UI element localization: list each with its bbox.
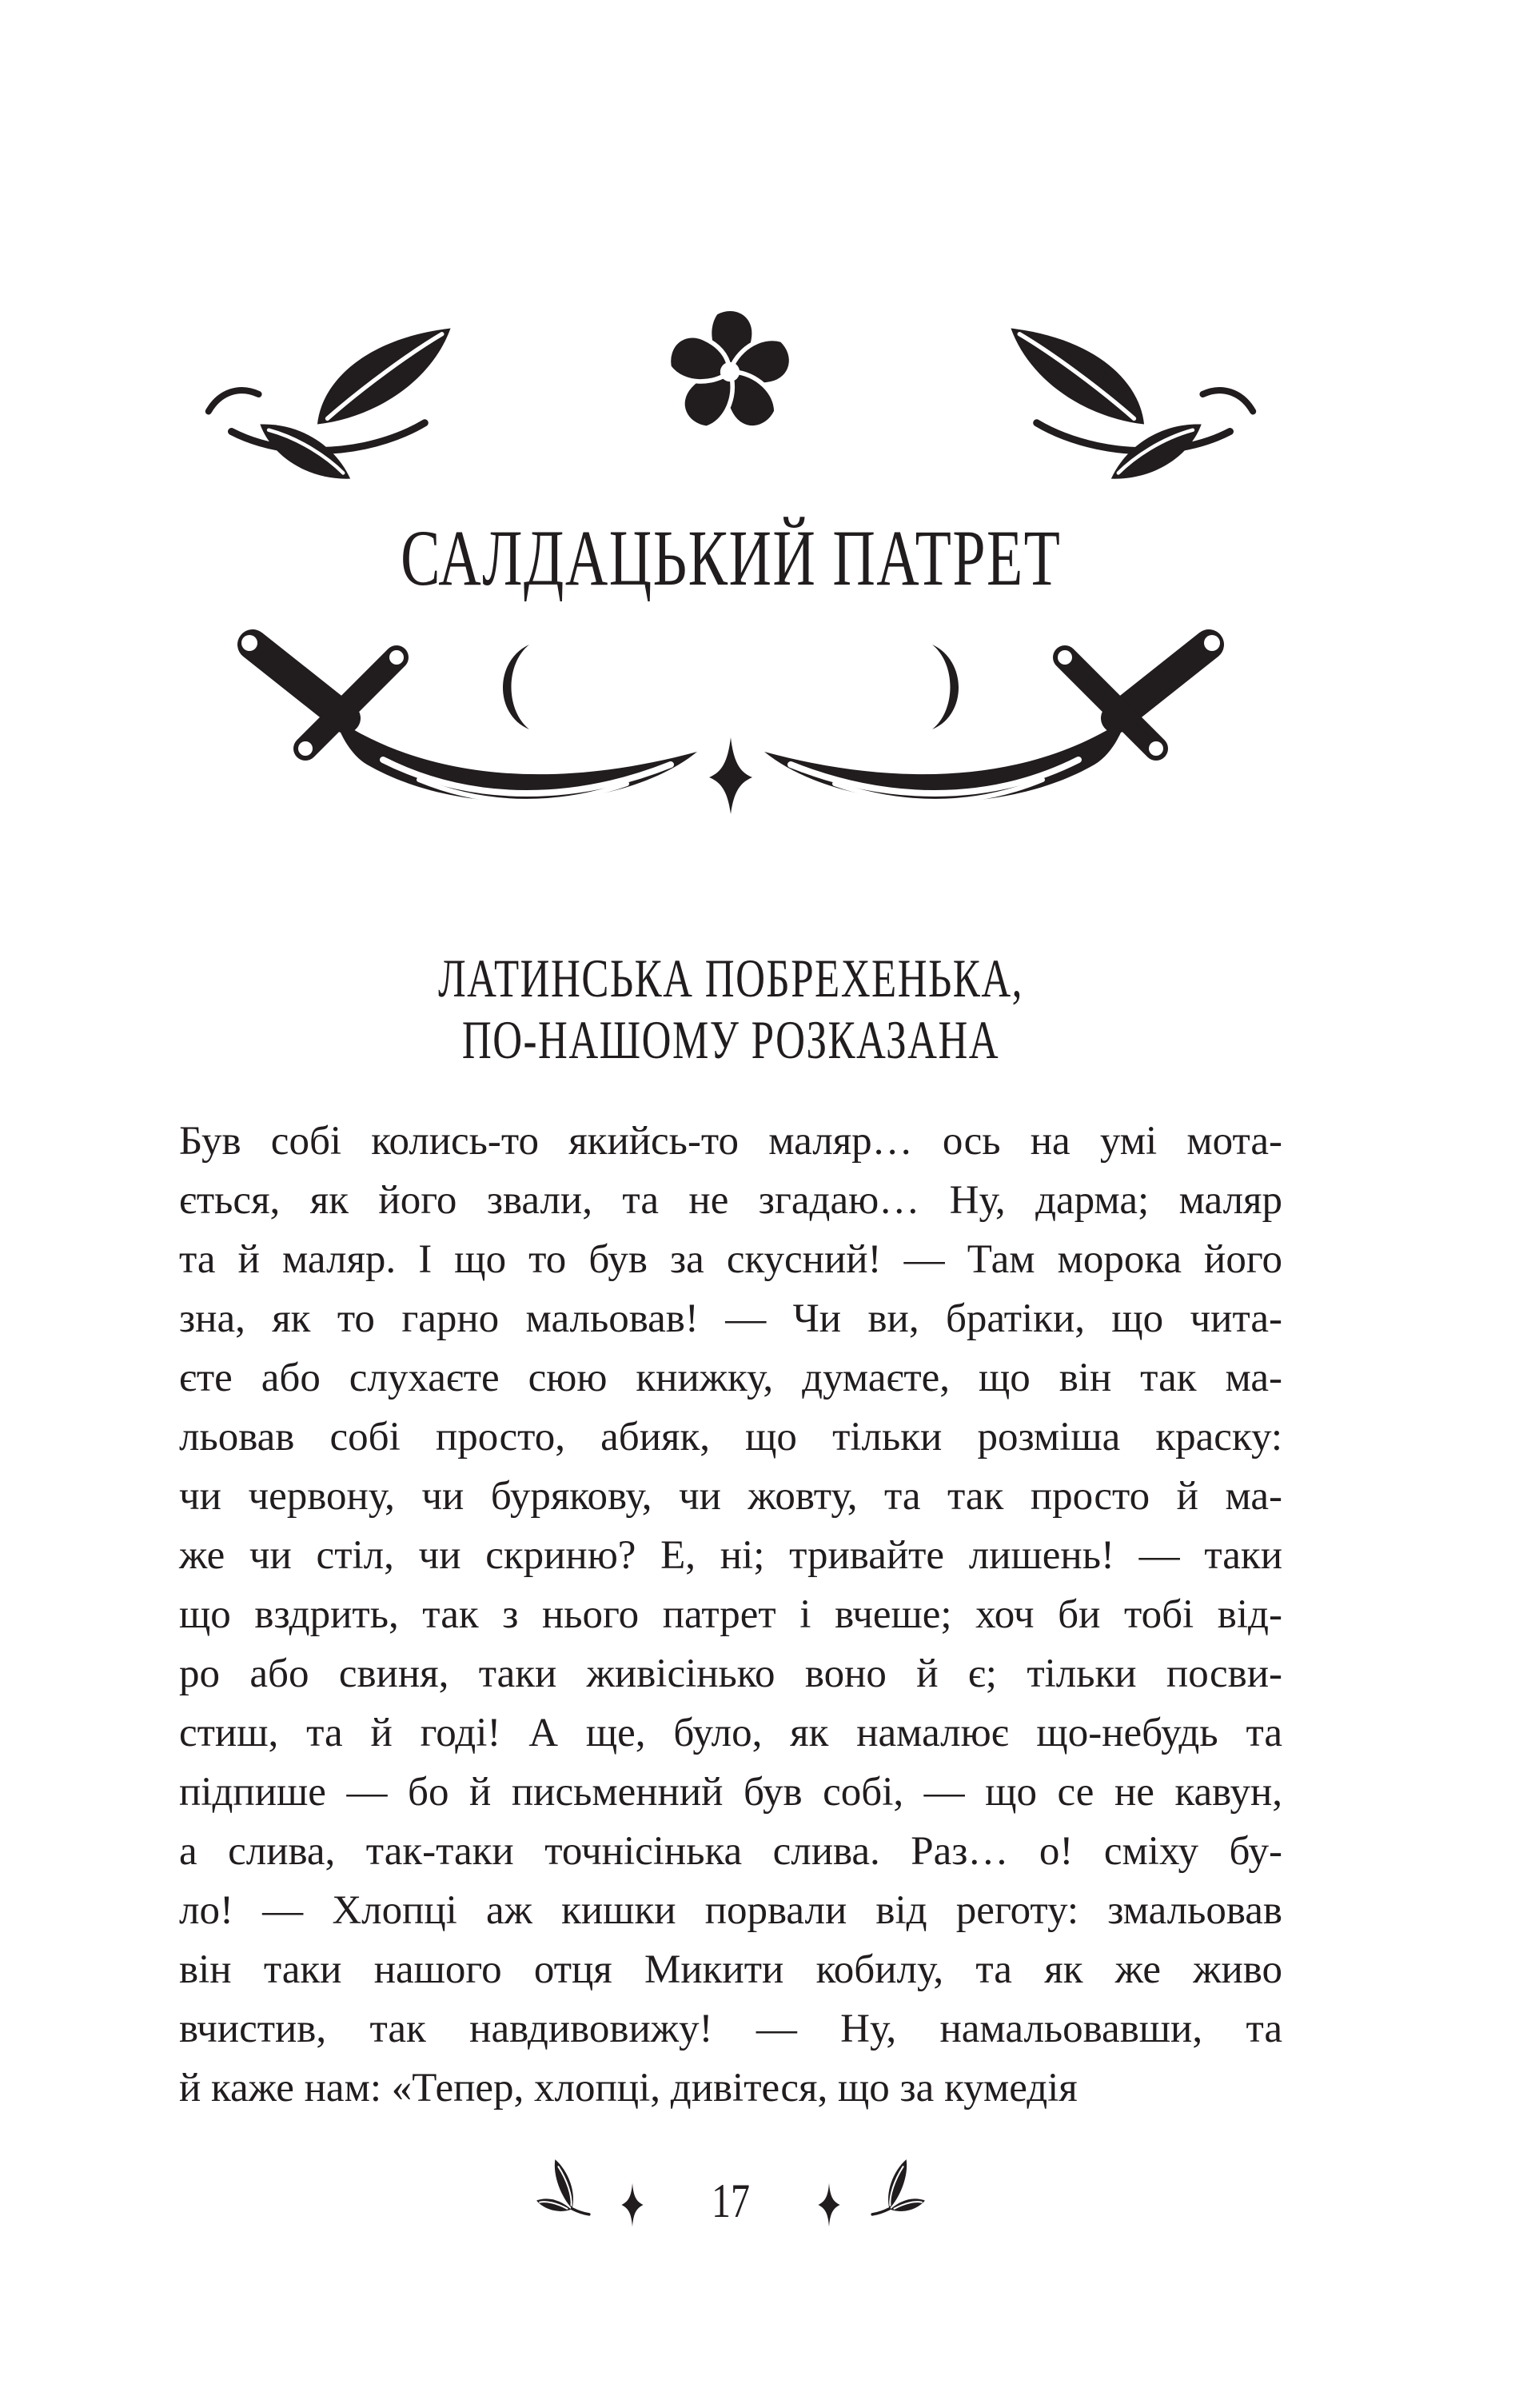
body-text-line: чи червону, чи бурякову, чи жовту, та так просто й ма- — [179, 1474, 1282, 1519]
body-text-line: зна, як то гарно мальовав! — Чи ви, братіки, що чита- — [179, 1296, 1282, 1341]
body-text-line: же чи стіл, чи скриню? Е, ні; тривайте лишень! — таки — [179, 1533, 1282, 1578]
page-number: 17 — [712, 2174, 750, 2227]
body-text-line: ро або свиня, таки живісінько воно й є; тільки посви- — [179, 1651, 1282, 1696]
body-text-line: вчистив, так навдивовижу! — Ну, намальовавши, та — [179, 2007, 1282, 2051]
leaf-sprig-left-icon — [532, 2148, 600, 2228]
diamond-star-icon — [709, 737, 752, 814]
crescent-moon-left-icon — [503, 645, 529, 729]
page-title-text: САЛДАЦЬКИЙ ПАТРЕТ — [400, 513, 1062, 602]
leaf-branch-left-icon — [185, 318, 504, 483]
subtitle-line-1: ЛАТИНСЬКА ПОБРЕХЕНЬКА, — [438, 948, 1023, 1008]
subtitle-line-2: ПО-НАШОМУ РОЗКАЗАНА — [461, 1009, 1000, 1070]
leaf-branch-right-icon — [958, 318, 1276, 483]
diamond-star-left-icon — [620, 2182, 644, 2228]
body-text-line: та й маляр. І що то був за скусний! — Там морока його — [179, 1237, 1282, 1282]
body-text — [179, 1112, 1282, 2118]
chapter-subtitle — [179, 948, 1282, 1071]
crescent-moon-right-icon — [932, 645, 959, 729]
body-text-line: а слива, так-таки точнісінька слива. Раз… о! сміху бу- — [179, 1829, 1282, 1874]
flower-icon — [659, 301, 801, 443]
body-text-line: стиш, та й годі! А ще, було, як намалює що-небудь та — [179, 1711, 1282, 1755]
body-text-line: підпише — бо й письменний був собі, — що се не кавун, — [179, 1770, 1282, 1815]
body-text-line: ло! — Хлопці аж кишки порвали від реготу: змальовав — [179, 1888, 1282, 1933]
crossed-sabers-icon — [179, 608, 1282, 816]
body-text-line: він таки нашого отця Микити кобилу, та як же живо — [179, 1947, 1282, 1992]
header-ornament — [179, 301, 1282, 483]
saber-left-icon — [241, 635, 697, 802]
body-text-line: що вздрить, так з нього патрет і вчеше; хоч би тобі від- — [179, 1592, 1282, 1637]
body-text-line: й каже нам: «Тепер, хлопці, дивітеся, що за кумедія — [179, 2066, 1078, 2110]
page-title — [179, 513, 1282, 602]
body-text-line: ється, як його звали, та не згадаю… Ну, дарма; маляр — [179, 1178, 1282, 1223]
page-footer — [179, 2145, 1282, 2249]
leaf-sprig-right-icon — [861, 2148, 930, 2228]
body-text-line: льовав собі просто, абияк, що тільки розміша краску: — [179, 1415, 1282, 1460]
diamond-star-right-icon — [817, 2182, 841, 2228]
body-text-line: Був собі колись-то якийсь-то маляр… ось на умі мота- — [179, 1119, 1282, 1164]
saber-right-icon — [764, 635, 1220, 802]
body-text-line: єте або слухаєте сюю книжку, думаєте, що він так ма- — [179, 1356, 1282, 1400]
crossed-sabers-ornament — [179, 608, 1282, 816]
